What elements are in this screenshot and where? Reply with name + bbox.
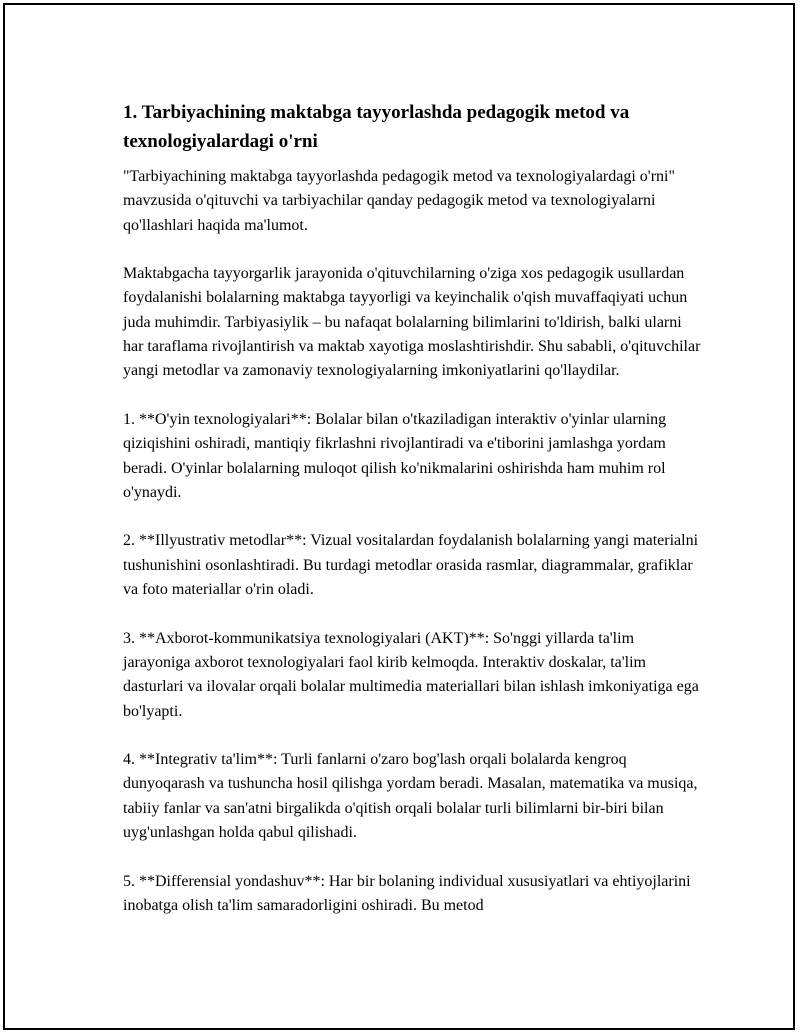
paragraph-item-3: 3. **Axborot-kommunikatsiya texnologiyalari (AKT)**: So'nggi yillarda ta'lim jarayoniga axborot texnologiyalari faol kirib kelmoqda. Interaktiv doskalar, ta'lim dasturlari va ilovalar orqali bolalar multimedia materiallari bilan ishlash imkoniyatiga ega bo'lyapti. <box>123 629 699 720</box>
paragraph-item-5: 5. **Differensial yondashuv**: Har bir bolaning individual xususiyatlari va ehtiyojlarini inobatga olish ta'lim samaradorligini oshiradi. Bu metod <box>123 872 691 914</box>
paragraph-overview: Maktabgacha tayyorgarlik jarayonida o'qituvchilarning o'ziga xos pedagogik usullardan foydalanishi bolalarning maktabga tayyorligi va keyinchalik o'qish muvaffaqiyati uchun juda muhimdir. Tarbiyasiylik – bu nafaqat bolalarning bilimlarini to'ldirish, balki ularni har taraflama rivojlantirish va maktab xayotiga moslashtirishdir. Shu sababli, o'qituvchilar yangi metodlar va zamonaviy texnologiyalarning imkoniyatlarini qo'llaydilar. <box>123 265 701 380</box>
page-frame <box>3 3 795 1030</box>
document-title: 1. Tarbiyachining maktabga tayyorlashda pedagogik metod va texnologiyalardagi o'rni <box>123 102 630 152</box>
paragraph-item-2: 2. **Illyustrativ metodlar**: Vizual vositalardan foydalanish bolalarning yangi materialni tushunishini osonlashtiradi. Bu turdagi metodlar orasida rasmlar, diagrammalar, grafiklar va foto materiallar o'rin oladi. <box>123 532 699 599</box>
paragraph-item-4: 4. **Integrativ ta'lim**: Turli fanlarni o'zaro bog'lash orqali bolalarda kengroq dunyoqarash va tushuncha hosil qilishga yordam beradi. Masalan, matematika va musiqa, tabiiy fanlar va san'atni birgalikda o'qitish orqali bolalar turli bilimlarni bir-biri bilan uyg'unlashgan holda qabul qilishadi. <box>123 751 698 842</box>
paragraph-intro: "Tarbiyachining maktabga tayyorlashda pedagogik metod va texnologiyalardagi o'rni" mavzusida o'qituvchi va tarbiyachilar qanday pedagogik metod va texnologiyalarni qo'llashlari haqida ma'lumot. <box>123 168 675 234</box>
document-body <box>123 98 703 943</box>
paragraph-item-1: 1. **O'yin texnologiyalari**: Bolalar bilan o'tkaziladigan interaktiv o'yinlar ularning qiziqishini oshiradi, mantiqiy fikrlashni rivojlantiradi va e'tiborini jamlashga yordam beradi. O'yinlar bolalarning muloqot qilish ko'nikmalarini oshirishda ham muhim rol o'ynaydi. <box>123 410 667 501</box>
